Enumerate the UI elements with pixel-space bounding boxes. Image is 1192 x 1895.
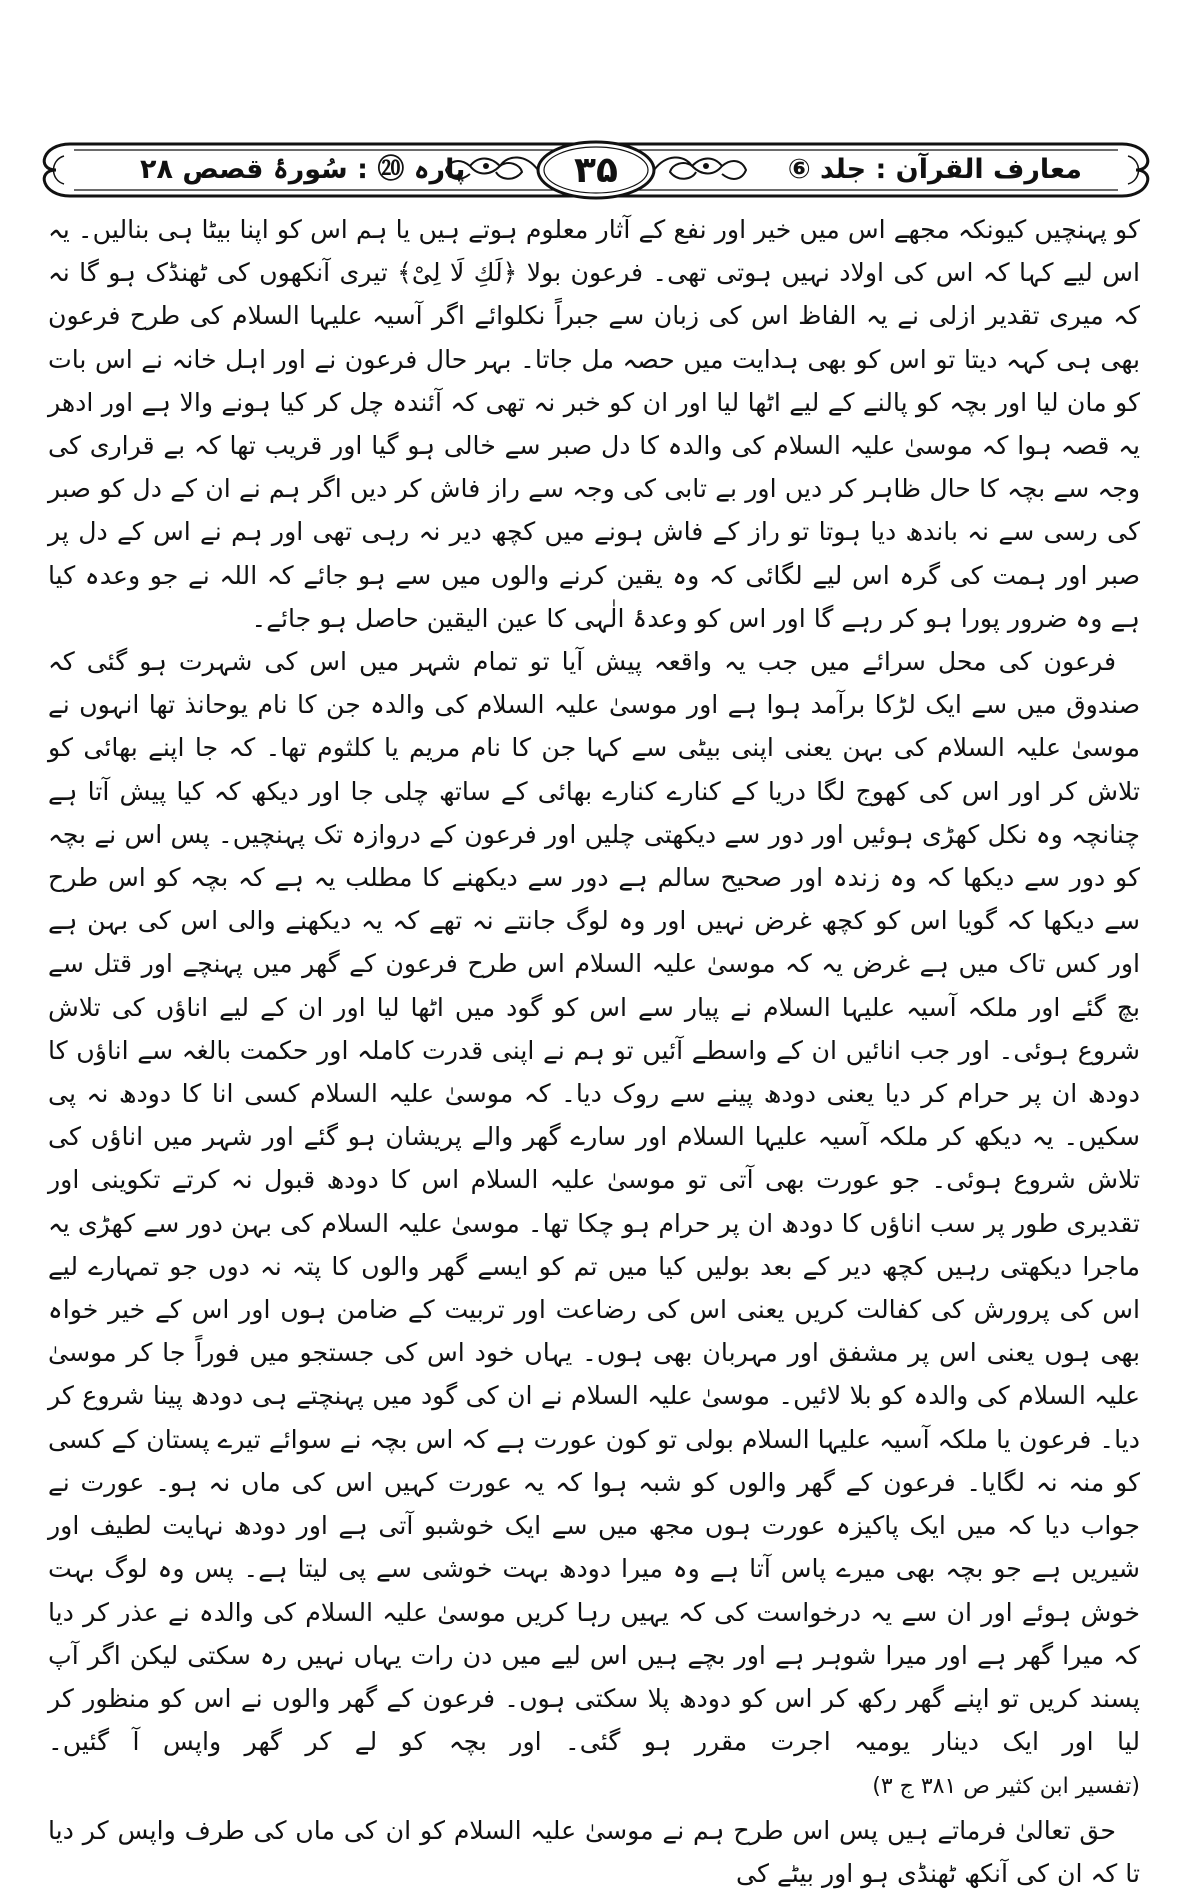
paragraph-2-wrapper — [48, 640, 1140, 1808]
citation: (تفسیر ابن کثیر ص ۳۸۱ ج ۳) — [872, 1774, 1140, 1800]
running-head-para-surah: پارہ ⑳ : سُورۂ قصص ۲۸ — [140, 154, 466, 185]
page-body — [48, 208, 1140, 1888]
paragraph-3: حق تعالیٰ فرماتے ہیں پس اس طرح ہم نے موسیٰ علیہ السلام کو ان کی ماں کی طرف واپس کر دیا تا کہ ان کی آنکھ ٹھنڈی ہو اور بیٹے کی — [48, 1815, 1140, 1888]
running-head-book-volume: معارف القرآن : جلد ⑥ — [787, 154, 1082, 185]
page-number: ۳۵ — [574, 149, 618, 191]
paragraph-2: فرعون کی محل سرائے میں جب یہ واقعہ پیش آیا تو تمام شہر میں اس کی شہرت ہو گئی کہ صندوق میں سے ایک لڑکا برآمد ہوا ہے اور موسیٰ علیہ السلام کی والدہ جن کا نام یوحانذ تھا انہوں نے موسیٰ علیہ السلام کی بہن یعنی اپنی بیٹی سے کہا جن کا نام مریم یا کلثوم تھا۔ کہ جا اپنے بھائی کو تلاش کر اور اس کی کھوج لگا دریا کے کنارے کنارے بھائی کے ساتھ چلی جا اور دیکھ کہ کیا پیش آتا ہے چنانچہ وہ نکل کھڑی ہوئیں اور دور سے دیکھتی چلیں اور فرعون کے دروازہ تک پہنچیں۔ پس اس نے بچہ کو دور سے دیکھا کہ وہ زندہ اور صحیح سالم ہے دور سے دیکھنے کا مطلب یہ ہے کہ بچہ کو اس طرح سے دیکھا کہ گویا اس کو کچھ غرض نہیں اور وہ لوگ جانتے نہ تھے کہ یہ دیکھنے والی اس کی بہن ہے اور کس تاک میں ہے غرض یہ کہ موسیٰ علیہ السلام اس طرح فرعون کے گھر میں پہنچے اور قتل سے بچ گئے اور ملکہ آسیہ علیہا السلام نے پیار سے اس کو گود میں اٹھا لیا اور ان کے لیے اناؤں کی تلاش شروع ہوئی۔ اور جب انائیں ان کے واسطے آئیں تو ہم نے اپنی قدرت کاملہ اور حکمت بالغہ سے اناؤں کا دودھ ان پر حرام کر دیا یعنی دودھ پینے سے روک دیا۔ کہ موسیٰ علیہ السلام کسی انا کا دودھ نہ پی سکیں۔ یہ دیکھ کر ملکہ آسیہ علیہا السلام اور سارے گھر والے پریشان ہو گئے اور شہر میں اناؤں کی تلاش شروع ہوئی۔ جو عورت بھی آتی تو موسیٰ علیہ السلام اس کا دودھ قبول نہ کرتے تکوینی اور تقدیری طور پر سب اناؤں کا دودھ ان پر حرام ہو چکا تھا۔ موسیٰ علیہ السلام کی بہن دور سے کھڑی یہ ماجرا دیکھتی رہیں کچھ دیر کے بعد بولیں کیا میں تم کو ایسے گھر والوں کا پتہ نہ دوں جو تمہارے لیے اس کی پرورش کی کفالت کریں یعنی اس کی رضاعت اور تربیت کے ضامن ہوں اور اس کے خیر خواہ بھی ہوں یعنی اس پر مشفق اور مہربان بھی ہوں۔ یہاں خود اس کی جستجو میں فوراً جا کر موسیٰ علیہ السلام کی والدہ کو بلا لائیں۔ موسیٰ علیہ السلام نے ان کی گود میں پہنچتے ہی دودھ پینا شروع کر دیا۔ فرعون یا ملکہ آسیہ علیہا السلام بولی تو کون عورت ہے کہ اس بچہ نے سوائے تیرے پستان کے کسی کو منہ نہ لگایا۔ فرعون کے گھر والوں کو شبہ ہوا کہ یہ عورت کہیں اس کی ماں نہ ہو۔ عورت نے جواب دیا کہ میں ایک پاکیزہ عورت ہوں مجھ میں سے ایک خوشبو آتی ہے اور دودھ نہایت لطیف اور شیریں ہے جو بچہ بھی میرے پاس آتا ہے وہ میرا دودھ بہت خوشی سے پی لیتا ہے۔ پس وہ لوگ بہت خوش ہوئے اور ان سے یہ درخواست کی کہ یہیں رہا کریں موسیٰ علیہ السلام کی والدہ نے عذر کر دیا کہ میرا گھر ہے اور میرا شوہر ہے اور بچے ہیں اس لیے میں دن رات یہاں نہیں رہ سکتی لیکن اگر آپ پسند کریں تو اپنے گھر رکھ کر اس کو دودھ پلا سکتی ہوں۔ فرعون کے گھر والوں نے اس کو منظور کر لیا اور ایک دینار یومیہ اجرت مقرر ہو گئی۔ اور بچہ کو لے کر گھر واپس آ گئیں۔ — [48, 647, 1140, 1757]
running-head — [30, 136, 1162, 204]
paragraph-1: کو پہنچیں کیونکہ مجھے اس میں خیر اور نفع کے آثار معلوم ہوتے ہیں یا ہم اس کو اپنا بیٹا ہی بنالیں۔ یہ اس لیے کہا کہ اس کی اولاد نہیں ہوتی تھی۔ فرعون بولا ﴿لَكِ لَا لِیْ﴾ تیری آنکھوں کی ٹھنڈک ہو گا نہ کہ میری تقدیر ازلی نے یہ الفاظ اس کی زبان سے جبراً نکلوائے اگر آسیہ علیہا السلام کی طرح فرعون بھی ہی کہہ دیتا تو اس کو بھی ہدایت میں حصہ مل جاتا۔ بہر حال فرعون نے اور اہل خانہ نے اس بات کو مان لیا اور بچہ کو پالنے کے لیے اٹھا لیا اور ان کو خبر نہ تھی کہ آئندہ چل کر کیا ہونے والا ہے اور ادھر یہ قصہ ہوا کہ موسیٰ علیہ السلام کی والدہ کا دل صبر سے خالی ہو گیا اور قریب تھا کہ بے قراری کی وجہ سے بچہ کا حال ظاہر کر دیں اور بے تابی کی وجہ سے راز فاش کر دیں اگر ہم نے ان کے دل کو صبر کی رسی سے نہ باندھ دیا ہوتا تو راز کے فاش ہونے میں کچھ دیر نہ رہی تھی اور ہم نے اس کے دل پر صبر اور ہمت کی گرہ اس لیے لگائی کہ وہ یقین کرنے والوں میں سے ہو جائے کہ اللہ نے جو وعدہ کیا ہے وہ ضرور پورا ہو کر رہے گا اور اس کو وعدۂ الٰہی کا عین الیقین حاصل ہو جائے۔ — [48, 215, 1140, 633]
